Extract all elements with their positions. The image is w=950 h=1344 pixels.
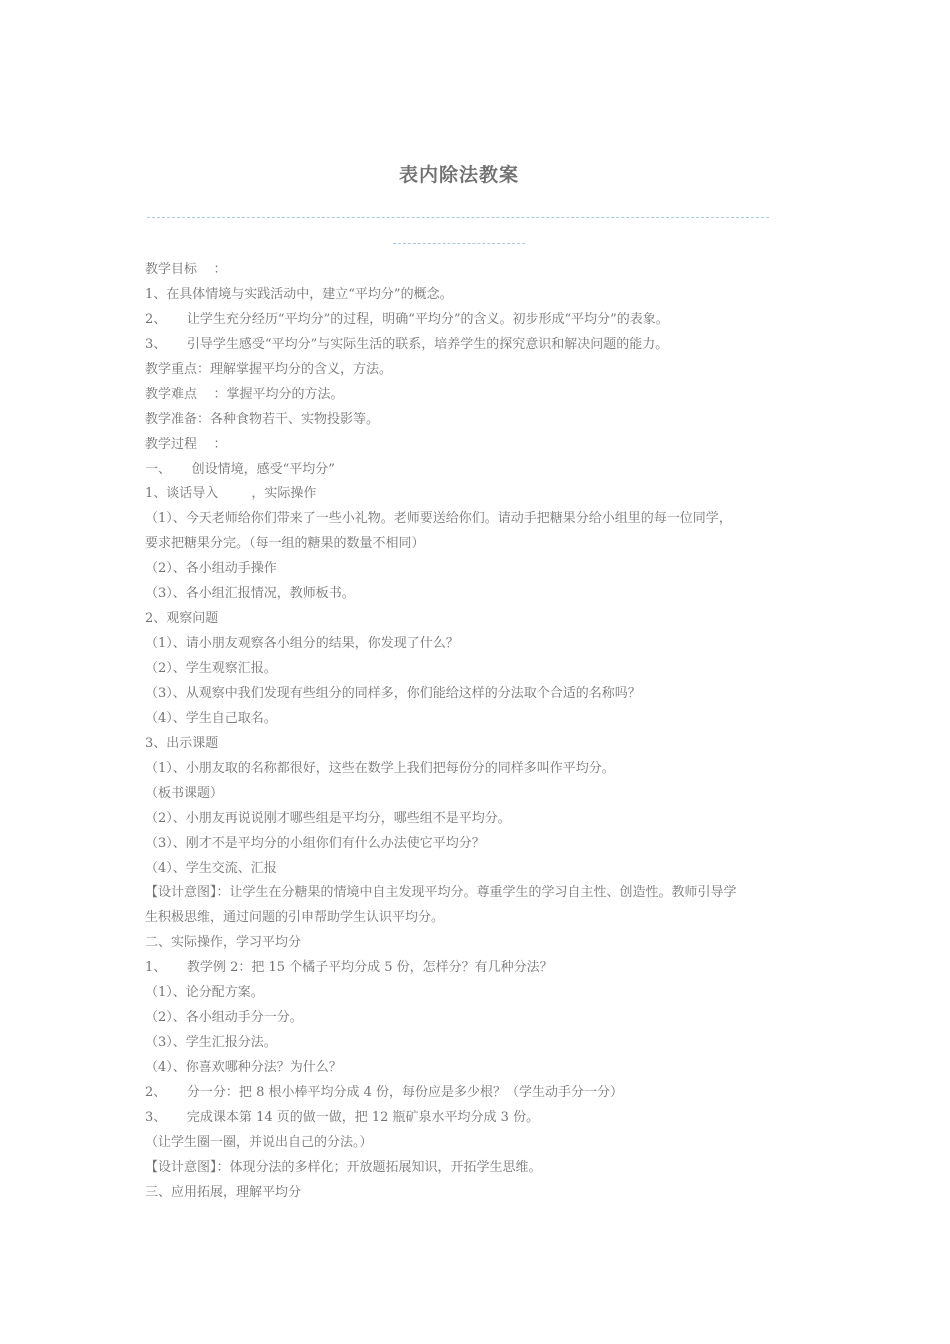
document-line: 1、谈话导入 ，实际操作 bbox=[145, 486, 317, 502]
document-line: （1）、今天老师给你们带来了一些小礼物。老师要送给你们。请动手把糖果分给小组里的每一位同学， bbox=[145, 511, 732, 527]
document-line: 二、实际操作，学习平均分 bbox=[145, 935, 302, 951]
document-line: 1、 教学例 2：把 15 个橘子平均分成 5 份，怎样分？有几种分法？ bbox=[145, 960, 553, 976]
document-line: （1）、小朋友取的名称都很好，这些在数学上我们把每份分的同样多叫作平均分。 bbox=[145, 760, 615, 776]
document-line: （3）、各小组汇报情况，教师板书。 bbox=[145, 586, 355, 602]
document-line: （2）、学生观察汇报。 bbox=[145, 661, 277, 676]
document-line: 要求把糖果分完。（每一组的糖果的数量不相同） bbox=[145, 536, 425, 552]
document-line: （4）、学生交流、汇报 bbox=[145, 860, 277, 876]
document-body bbox=[145, 258, 785, 1206]
document-line: 教学目标 ： bbox=[145, 262, 227, 277]
document-line: 2、 分一分：把 8 根小棒平均分成 4 份，每份应是多少根？（学生动手分一分） bbox=[145, 1084, 624, 1100]
document-line: 一、 创设情境，感受“平均分” bbox=[145, 461, 335, 477]
document-line: （3）、刚才不是平均分的小组你们有什么办法使它平均分？ bbox=[145, 835, 485, 851]
document-line: 1、在具体情境与实践活动中，建立“平均分”的概念。 bbox=[145, 286, 453, 302]
document-line: （4）、你喜欢哪种分法？为什么？ bbox=[145, 1060, 342, 1075]
document-line: 教学准备：各种食物若干、实物投影等。 bbox=[145, 411, 380, 427]
document-line: （让学生圈一圈，并说出自己的分法。） bbox=[145, 1134, 373, 1150]
document-line: 生积极思维，通过问题的引申帮助学生认识平均分。 bbox=[145, 910, 445, 926]
document-line: 教学难点 ：掌握平均分的方法。 bbox=[145, 386, 344, 402]
document-line: （1）、论分配方案。 bbox=[145, 985, 264, 1001]
document-line: 3、 完成课本第 14 页的做一做，把 12 瓶矿泉水平均分成 3 份。 bbox=[145, 1109, 540, 1125]
document-line: 教学过程 ： bbox=[145, 436, 227, 452]
document-line: 【设计意图】：让学生在分糖果的情境中自主发现平均分。尊重学生的学习自主性、创造性。教师引导学 bbox=[145, 885, 737, 901]
document-line: （板书课题） bbox=[145, 785, 224, 801]
title-divider-line bbox=[147, 217, 769, 218]
document-line: 【设计意图】：体现分法的多样化；开放题拓展知识，开拓学生思维。 bbox=[145, 1159, 542, 1175]
document-title: 表内除法教案 bbox=[398, 164, 519, 186]
title-divider-line-short bbox=[393, 243, 525, 244]
document-line: （3）、学生汇报分法。 bbox=[145, 1035, 277, 1051]
document-line: 2、 让学生充分经历“平均分”的过程，明确“平均分”的含义。初步形成“平均分”的表象。 bbox=[145, 311, 669, 327]
document-line: 3、 引导学生感受“平均分”与实际生活的联系，培养学生的探究意识和解决问题的能力。 bbox=[145, 336, 669, 352]
document-line: 三、应用拓展，理解平均分 bbox=[145, 1184, 302, 1200]
document-line: （2）、各小组动手分一分。 bbox=[145, 1010, 303, 1026]
document-line: （4）、学生自己取名。 bbox=[145, 710, 277, 726]
document-line: （2）、各小组动手操作 bbox=[145, 561, 277, 577]
document-line: 2、观察问题 bbox=[145, 611, 219, 627]
document-line: （2）、小朋友再说说刚才哪些组是平均分，哪些组不是平均分。 bbox=[145, 810, 511, 826]
document-line: （1）、请小朋友观察各小组分的结果，你发现了什么？ bbox=[145, 636, 459, 652]
document-line: （3）、从观察中我们发现有些组分的同样多，你们能给这样的分法取个合适的名称吗？ bbox=[145, 685, 641, 701]
document-line: 3、出示课题 bbox=[145, 735, 219, 751]
document-line: 教学重点：理解掌握平均分的含义，方法。 bbox=[145, 361, 393, 377]
